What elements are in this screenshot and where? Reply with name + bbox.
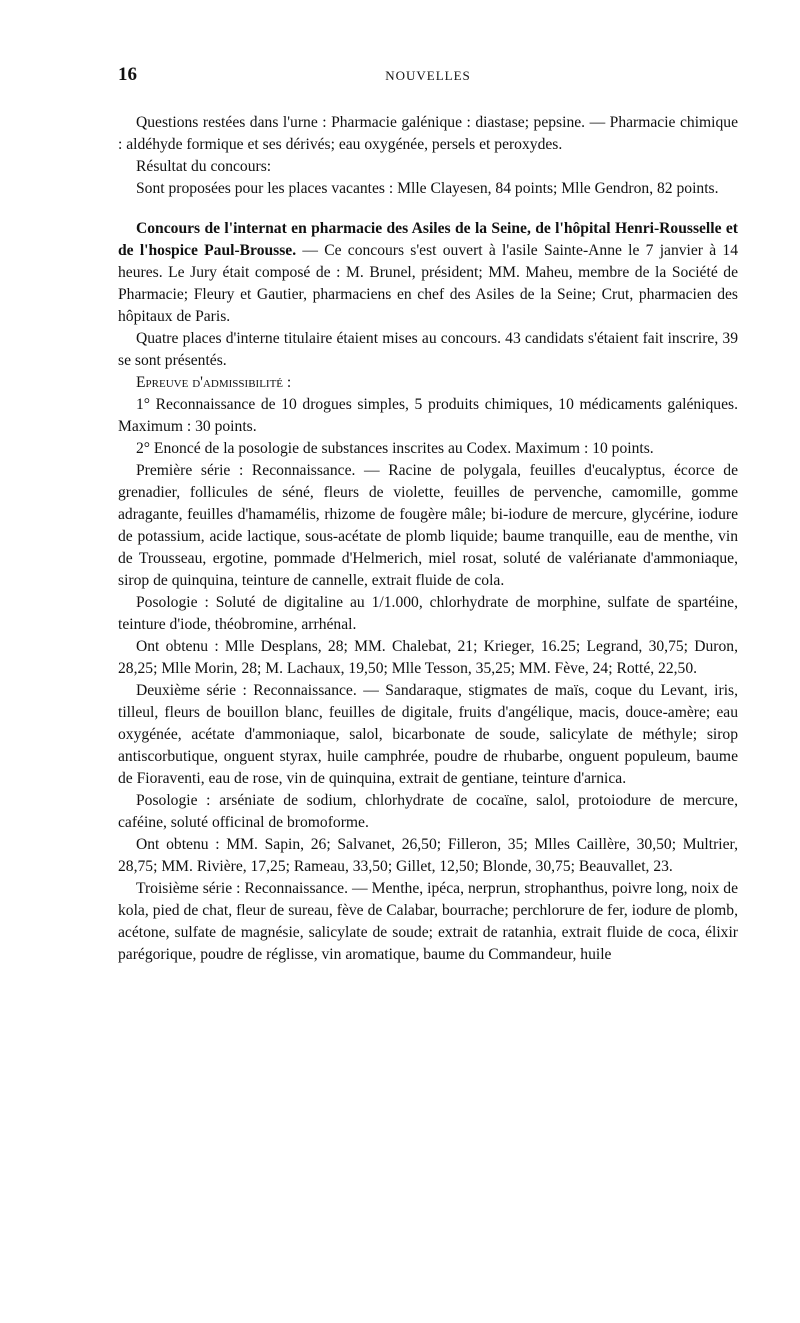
- paragraph-propositions: Sont proposées pour les places vacantes : Mlle Clayesen, 84 points; Mlle Gendron, 82 points.: [136, 180, 719, 197]
- paragraph-troisieme-serie: Troisième série : Reconnaissance. — Menthe, ipéca, nerprun, strophanthus, poivre long, noix de kola, pied de chat, fleur de sureau, fève de Calabar, bourrache; perchlorure de fer, iodure de plomb, acétone, sulfate de magnésie, salicylate de soude; extrait de ratanhia, extrait fluide de coca, élixir parégorique, poudre de réglisse, vin aromatique, baume du Commandeur, huile: [118, 880, 738, 963]
- paragraph-deuxieme-serie: Deuxième série : Reconnaissance. — Sandaraque, stigmates de maïs, coque du Levant, iris, tilleul, fleurs de bouillon blanc, feuilles de digitale, fruits d'angélique, macis, douce-amère; eau oxygénée, acétate d'ammoniaque, salol, bicarbonate de soude, salicylate de méthyle; sirop antiscorbutique, onguent styrax, huile camphrée, poudre de rhubarbe, onguent populeum, baume de Fioraventi, eau de rose, vin de quinquina, extrait de gentiane, teinture d'arnica.: [118, 682, 738, 787]
- paragraph-concours-internat: [118, 218, 738, 328]
- paragraph-epreuve-2: 2° Enoncé de la posologie de substances inscrites au Codex. Maximum : 10 points.: [136, 440, 654, 457]
- section-text: — Ce concours s'est ouvert à l'asile Sainte-Anne le 7 janvier à 14 heures. Le Jury était composé de : M. Brunel, président; MM. Maheu, membre de la Société de Pharmacie; Fleury et Gautier, pharmaciens en chef des Asiles de la Seine; Crut, pharmacien des hôpitaux de Paris.: [118, 242, 738, 325]
- page-number: 16: [118, 64, 137, 85]
- paragraph-posologie-1: Posologie : Soluté de digitaline au 1/1.000, chlorhydrate de morphine, sulfate de spartéine, teinture d'iode, théobromine, arrhénal.: [118, 594, 738, 633]
- paragraph-places: Quatre places d'interne titulaire étaient mises au concours. 43 candidats s'étaient fait inscrire, 39 se sont présentés.: [118, 330, 738, 369]
- paragraph-premiere-serie: Première série : Reconnaissance. — Racine de polygala, feuilles d'eucalyptus, écorce de grenadier, follicules de séné, fleurs de violette, feuilles de pervenche, camomille, gomme adragante, feuilles d'hamamélis, rhizome de fougère mâle; bi-iodure de mercure, glycérine, iodure de potassium, acide lactique, sous-acétate de plomb liquide; baume tranquille, eau de menthe, vin de Trousseau, ergotine, pommade d'Helmerich, miel rosat, soluté de valérianate d'ammoniaque, sirop de quinquina, teinture de cannelle, extrait fluide de cola.: [118, 462, 738, 589]
- article-body: [118, 112, 738, 966]
- paragraph-posologie-2: Posologie : arséniate de sodium, chlorhydrate de cocaïne, salol, protoiodure de mercure, caféine, soluté officinal de bromoforme.: [118, 792, 738, 831]
- paragraph-resultats-2: Ont obtenu : MM. Sapin, 26; Salvanet, 26,50; Filleron, 35; Mlles Caillère, 30,50; Multrier, 28,75; MM. Rivière, 17,25; Rameau, 33,50; Gillet, 12,50; Blonde, 30,75; Beauvallet, 23.: [118, 836, 738, 875]
- section-title: Concours de l'internat en pharmacie des Asiles de la Seine, de l'hôpital Henri-Rousselle et de l'hospice Paul-Brousse.: [118, 220, 738, 259]
- paragraph-epreuve-1: 1° Reconnaissance de 10 drogues simples, 5 produits chimiques, 10 médicaments galéniques. Maximum : 30 points.: [118, 396, 738, 435]
- paragraph-resultats-1: Ont obtenu : Mlle Desplans, 28; MM. Chalebat, 21; Krieger, 16.25; Legrand, 30,75; Duron, 28,25; Mlle Morin, 28; M. Lachaux, 19,50; Mlle Tesson, 35,25; MM. Fève, 24; Rotté, 22,50.: [118, 638, 738, 677]
- paragraph-resultat: Résultat du concours:: [136, 158, 272, 175]
- paragraph-questions: Questions restées dans l'urne : Pharmacie galénique : diastase; pepsine. — Pharmacie chimique : aldéhyde formique et ses dérivés; eau oxygénée, persels et peroxydes.: [118, 114, 738, 153]
- paragraph-epreuve-heading: Epreuve d'admissibilité :: [136, 374, 292, 391]
- page-header: [118, 64, 738, 88]
- running-title: NOUVELLES: [385, 68, 471, 83]
